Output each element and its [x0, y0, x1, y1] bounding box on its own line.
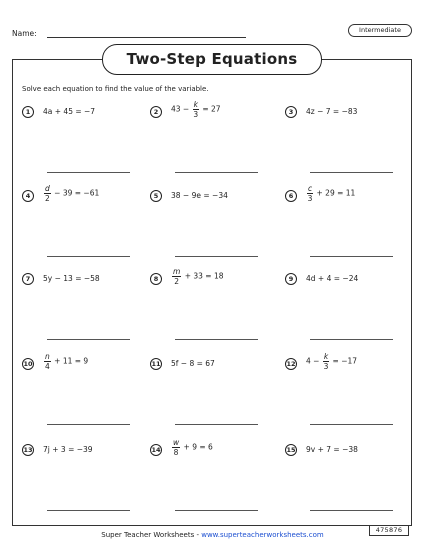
equation [171, 438, 213, 457]
equation-text: 43 − [171, 104, 192, 114]
fraction-numerator: m [173, 267, 181, 276]
problem-number: 3 [285, 106, 297, 118]
fraction-numerator: k [193, 100, 198, 109]
problem-12 [285, 352, 413, 438]
level-badge: Intermediate [348, 24, 412, 37]
problem-number: 10 [23, 360, 33, 368]
answer-line[interactable] [47, 424, 130, 425]
equation [43, 107, 95, 116]
answer-line[interactable] [310, 510, 393, 511]
worksheet-code: 475876 [369, 525, 409, 536]
fraction [44, 184, 51, 203]
equation [306, 352, 357, 371]
problem-number: 12 [286, 360, 296, 368]
problem-number: 6 [285, 190, 297, 202]
equation-text: 38 − 9e = −34 [171, 191, 228, 200]
equation-text: + 29 = 11 [314, 188, 356, 198]
fraction-denominator: 2 [44, 194, 50, 203]
equation [43, 184, 99, 203]
fraction-denominator: 3 [307, 194, 313, 203]
instructions: Solve each equation to find the value of the variable. [22, 85, 209, 93]
equation [171, 267, 224, 286]
problem-13 [22, 444, 150, 524]
fraction-numerator: w [173, 438, 180, 447]
answer-line[interactable] [175, 424, 258, 425]
fraction-numerator: k [323, 352, 329, 361]
fraction-numerator: n [45, 352, 50, 361]
problem-number: 7 [22, 273, 34, 285]
equation-text: 7j + 3 = −39 [43, 445, 93, 454]
problem-number: 9 [285, 273, 297, 285]
problem-number: 14 [151, 446, 161, 454]
footer [0, 531, 425, 539]
equation-text: + 11 = 9 [51, 356, 89, 366]
problem-3 [285, 106, 413, 186]
answer-line[interactable] [310, 424, 393, 425]
name-line[interactable] [47, 37, 246, 38]
equation-text: = −17 [330, 356, 358, 366]
answer-line[interactable] [47, 172, 130, 173]
answer-line[interactable] [310, 256, 393, 257]
answer-line[interactable] [175, 172, 258, 173]
equation-text: + 9 = 6 [181, 442, 213, 452]
equation-text: 5y − 13 = −58 [43, 274, 100, 283]
fraction [172, 438, 180, 457]
answer-line[interactable] [47, 339, 130, 340]
equation-text: 4d + 4 = −24 [306, 274, 359, 283]
equation [171, 191, 228, 200]
fraction-denominator: 3 [323, 362, 329, 371]
fraction [193, 100, 199, 119]
problem-9 [285, 273, 413, 353]
fraction [307, 184, 313, 203]
problem-8 [150, 267, 278, 353]
answer-line[interactable] [175, 510, 258, 511]
problem-15 [285, 444, 413, 524]
fraction-numerator: c [308, 184, 313, 193]
fraction-denominator: 8 [173, 448, 179, 457]
equation [171, 359, 215, 368]
problem-4 [22, 184, 150, 270]
answer-line[interactable] [310, 172, 393, 173]
fraction-denominator: 2 [174, 277, 180, 286]
answer-line[interactable] [310, 339, 393, 340]
problem-number: 8 [150, 273, 162, 285]
problem-number: 2 [150, 106, 162, 118]
equation [171, 100, 221, 119]
problem-number: 13 [23, 446, 33, 454]
equation [306, 445, 358, 454]
fraction [323, 352, 329, 371]
answer-line[interactable] [175, 256, 258, 257]
problem-5 [150, 190, 278, 270]
problem-number: 11 [151, 360, 161, 368]
answer-line[interactable] [175, 339, 258, 340]
fraction-numerator: d [45, 184, 50, 193]
footer-separator: - [194, 531, 202, 539]
fraction [172, 267, 181, 286]
equation-text: 4z − 7 = −83 [306, 107, 358, 116]
problem-11 [150, 358, 278, 438]
problem-2 [150, 100, 278, 186]
equation [43, 274, 100, 283]
problem-14 [150, 438, 278, 524]
problem-6 [285, 184, 413, 270]
equation-text: 4 − [306, 356, 322, 366]
fraction-denominator: 4 [44, 362, 50, 371]
problem-1 [22, 106, 150, 186]
footer-brand: Super Teacher Worksheets [101, 531, 195, 539]
footer-url[interactable]: www.superteacherworksheets.com [201, 531, 324, 539]
name-label: Name: [12, 29, 37, 38]
fraction [44, 352, 51, 371]
equation [306, 274, 358, 283]
fraction-denominator: 3 [193, 110, 199, 119]
answer-line[interactable] [47, 510, 130, 511]
worksheet-title: Two-Step Equations [102, 44, 322, 75]
problem-number: 5 [150, 190, 162, 202]
equation-text: = 27 [199, 104, 221, 114]
problem-number: 15 [286, 446, 296, 454]
equation-text: 5f − 8 = 67 [171, 359, 215, 368]
equation-text: 4a + 45 = −7 [43, 107, 96, 116]
problem-7 [22, 273, 150, 353]
problem-10 [22, 352, 150, 438]
equation-text: + 33 = 18 [182, 271, 224, 281]
equation-text: − 39 = −61 [51, 188, 100, 198]
equation [43, 352, 88, 371]
problem-number: 1 [22, 106, 34, 118]
equation-text: 9v + 7 = −38 [306, 445, 358, 454]
problem-number: 4 [22, 190, 34, 202]
equation [43, 445, 93, 454]
answer-line[interactable] [47, 256, 130, 257]
equation [306, 107, 357, 116]
equation [306, 184, 355, 203]
